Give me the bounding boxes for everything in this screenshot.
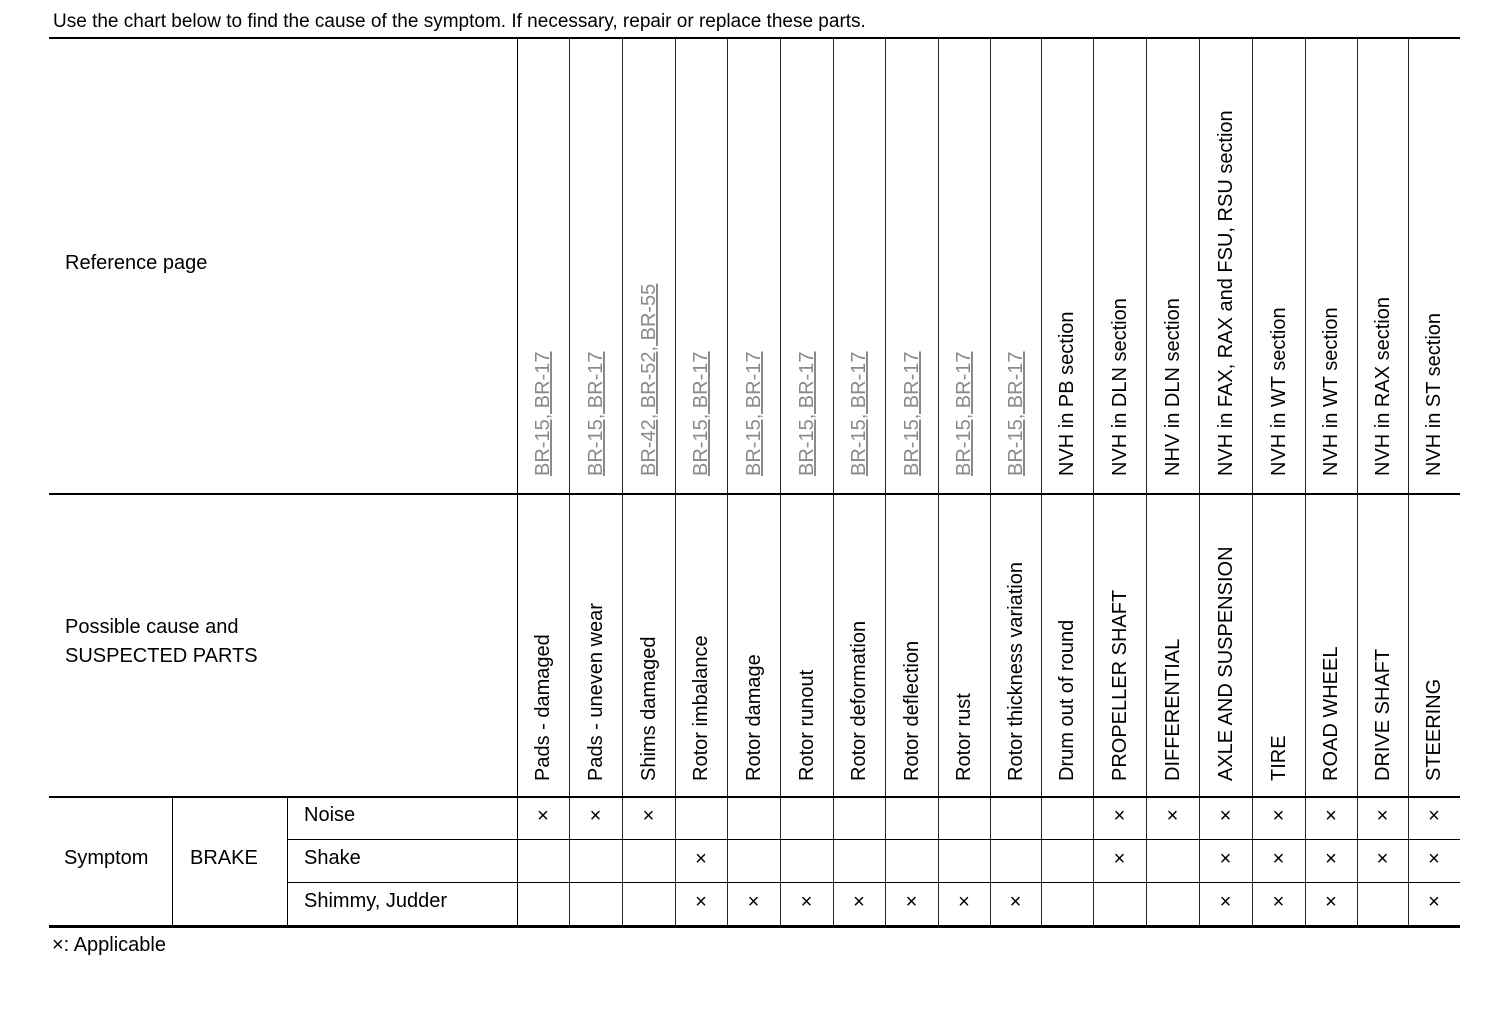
reference-page-4[interactable]: BR-15, BR-17 [690,351,712,476]
applicable-mark: × [1272,805,1285,827]
applicable-mark: × [1113,805,1126,827]
suspected-part-1: Pads - damaged [532,634,554,781]
applicable-mark: × [537,805,549,827]
reference-page-3[interactable]: BR-42, BR-52, BR-55 [637,283,660,476]
column-line [675,39,676,927]
suspected-part-2: Pads - uneven wear [584,603,607,781]
applicable-mark: × [853,891,865,913]
reference-page-7[interactable]: BR-15, BR-17 [848,351,870,476]
applicable-mark: × [695,848,707,870]
applicable-mark: × [589,805,602,827]
symptom-column-line [172,796,173,927]
column-line [622,39,623,927]
applicable-mark: × [1428,805,1440,827]
column-line [885,39,886,927]
reference-page-10[interactable]: BR-15, BR-17 [1004,351,1027,476]
column-line [780,39,781,927]
header-divider-line [49,493,1460,495]
column-line [517,39,518,927]
footnote-applicable: ×: Applicable [52,934,166,956]
reference-page-label: Reference page [65,252,208,274]
column-line [938,39,939,927]
reference-page-11: NVH in PB section [1056,311,1078,476]
applicable-mark: × [1325,848,1337,870]
bottom-rule [49,925,1460,928]
intro-text: Use the chart below to find the cause of the symptom. If necessary, repair or replace these parts. [53,11,866,32]
column-line [1408,39,1409,927]
reference-page-6[interactable]: BR-15, BR-17 [795,351,818,476]
suspected-part-17: DRIVE SHAFT [1371,648,1394,781]
suspected-part-5: Rotor damage [742,654,765,781]
column-line [833,39,834,927]
applicable-mark: × [1113,848,1126,870]
row-divider-line [287,839,1460,840]
column-line [727,39,728,927]
applicable-mark: × [1376,805,1389,827]
reference-page-18: NVH in ST section [1423,312,1445,476]
suspected-part-6: Rotor runout [795,669,818,781]
suspected-part-14: AXLE AND SUSPENSION [1214,546,1237,781]
column-line [1305,39,1306,927]
reference-page-8[interactable]: BR-15, BR-17 [900,351,923,476]
reference-page-12: NVH in DLN section [1108,298,1131,476]
reference-page-1[interactable]: BR-15, BR-17 [532,351,554,476]
suspected-part-3: Shims damaged [637,636,660,781]
suspected-part-7: Rotor deformation [848,620,870,781]
suspected-part-12: PROPELLER SHAFT [1108,589,1131,781]
diagnosis-chart-table [49,39,1460,927]
column-line [990,39,991,927]
column-line [1041,39,1042,927]
applicable-mark: × [905,891,918,913]
applicable-mark: × [1428,848,1440,870]
suspected-part-16: ROAD WHEEL [1320,646,1342,781]
reference-page-14: NVH in FAX, RAX and FSU, RSU section [1214,110,1237,476]
category-column-line [287,796,288,927]
applicable-mark: × [1325,805,1337,827]
applicable-mark: × [1219,805,1232,827]
row-divider-line [287,882,1460,883]
suspected-part-4: Rotor imbalance [690,635,712,781]
applicable-mark: × [747,891,760,913]
applicable-mark: × [1325,891,1337,913]
reference-page-2[interactable]: BR-15, BR-17 [584,351,607,476]
brake-category-label: BRAKE [190,847,258,869]
applicable-mark: × [1376,848,1389,870]
applicable-mark: × [1166,805,1179,827]
column-line [1357,39,1358,927]
symptom-row-1-name: Noise [304,804,356,826]
suspected-part-13: DIFFERENTIAL [1161,638,1184,781]
reference-page-5[interactable]: BR-15, BR-17 [742,351,765,476]
column-line [1252,39,1253,927]
reference-page-17: NVH in RAX section [1371,297,1394,476]
applicable-mark: × [1428,891,1440,913]
reference-page-13: NHV in DLN section [1161,298,1184,476]
applicable-mark: × [642,805,655,827]
column-line [1146,39,1147,927]
body-divider-line [49,796,1460,798]
suspected-part-15: TIRE [1267,735,1290,781]
reference-page-16: NVH in WT section [1320,307,1342,476]
suspected-part-18: STEERING [1423,678,1445,781]
column-line [1199,39,1200,927]
applicable-mark: × [1272,891,1285,913]
suspected-part-8: Rotor deflection [900,640,923,781]
suspected-part-11: Drum out of round [1056,619,1078,781]
possible-cause-label-line1: Possible cause and [65,616,239,638]
applicable-mark: × [1009,891,1022,913]
suspected-part-10: Rotor thickness variation [1004,562,1027,781]
symptom-row-2-name: Shake [304,847,361,869]
symptom-row-3-name: Shimmy, Judder [304,890,448,912]
applicable-mark: × [800,891,813,913]
possible-cause-label-line2: SUSPECTED PARTS [65,645,258,667]
symptom-label: Symptom [64,847,149,869]
suspected-part-9: Rotor rust [953,693,975,781]
applicable-mark: × [958,891,970,913]
reference-page-9[interactable]: BR-15, BR-17 [953,351,975,476]
column-line [1093,39,1094,927]
reference-page-15: NVH in WT section [1267,307,1290,476]
applicable-mark: × [1219,891,1232,913]
applicable-mark: × [1219,848,1232,870]
column-line [569,39,570,927]
applicable-mark: × [1272,848,1285,870]
applicable-mark: × [695,891,707,913]
